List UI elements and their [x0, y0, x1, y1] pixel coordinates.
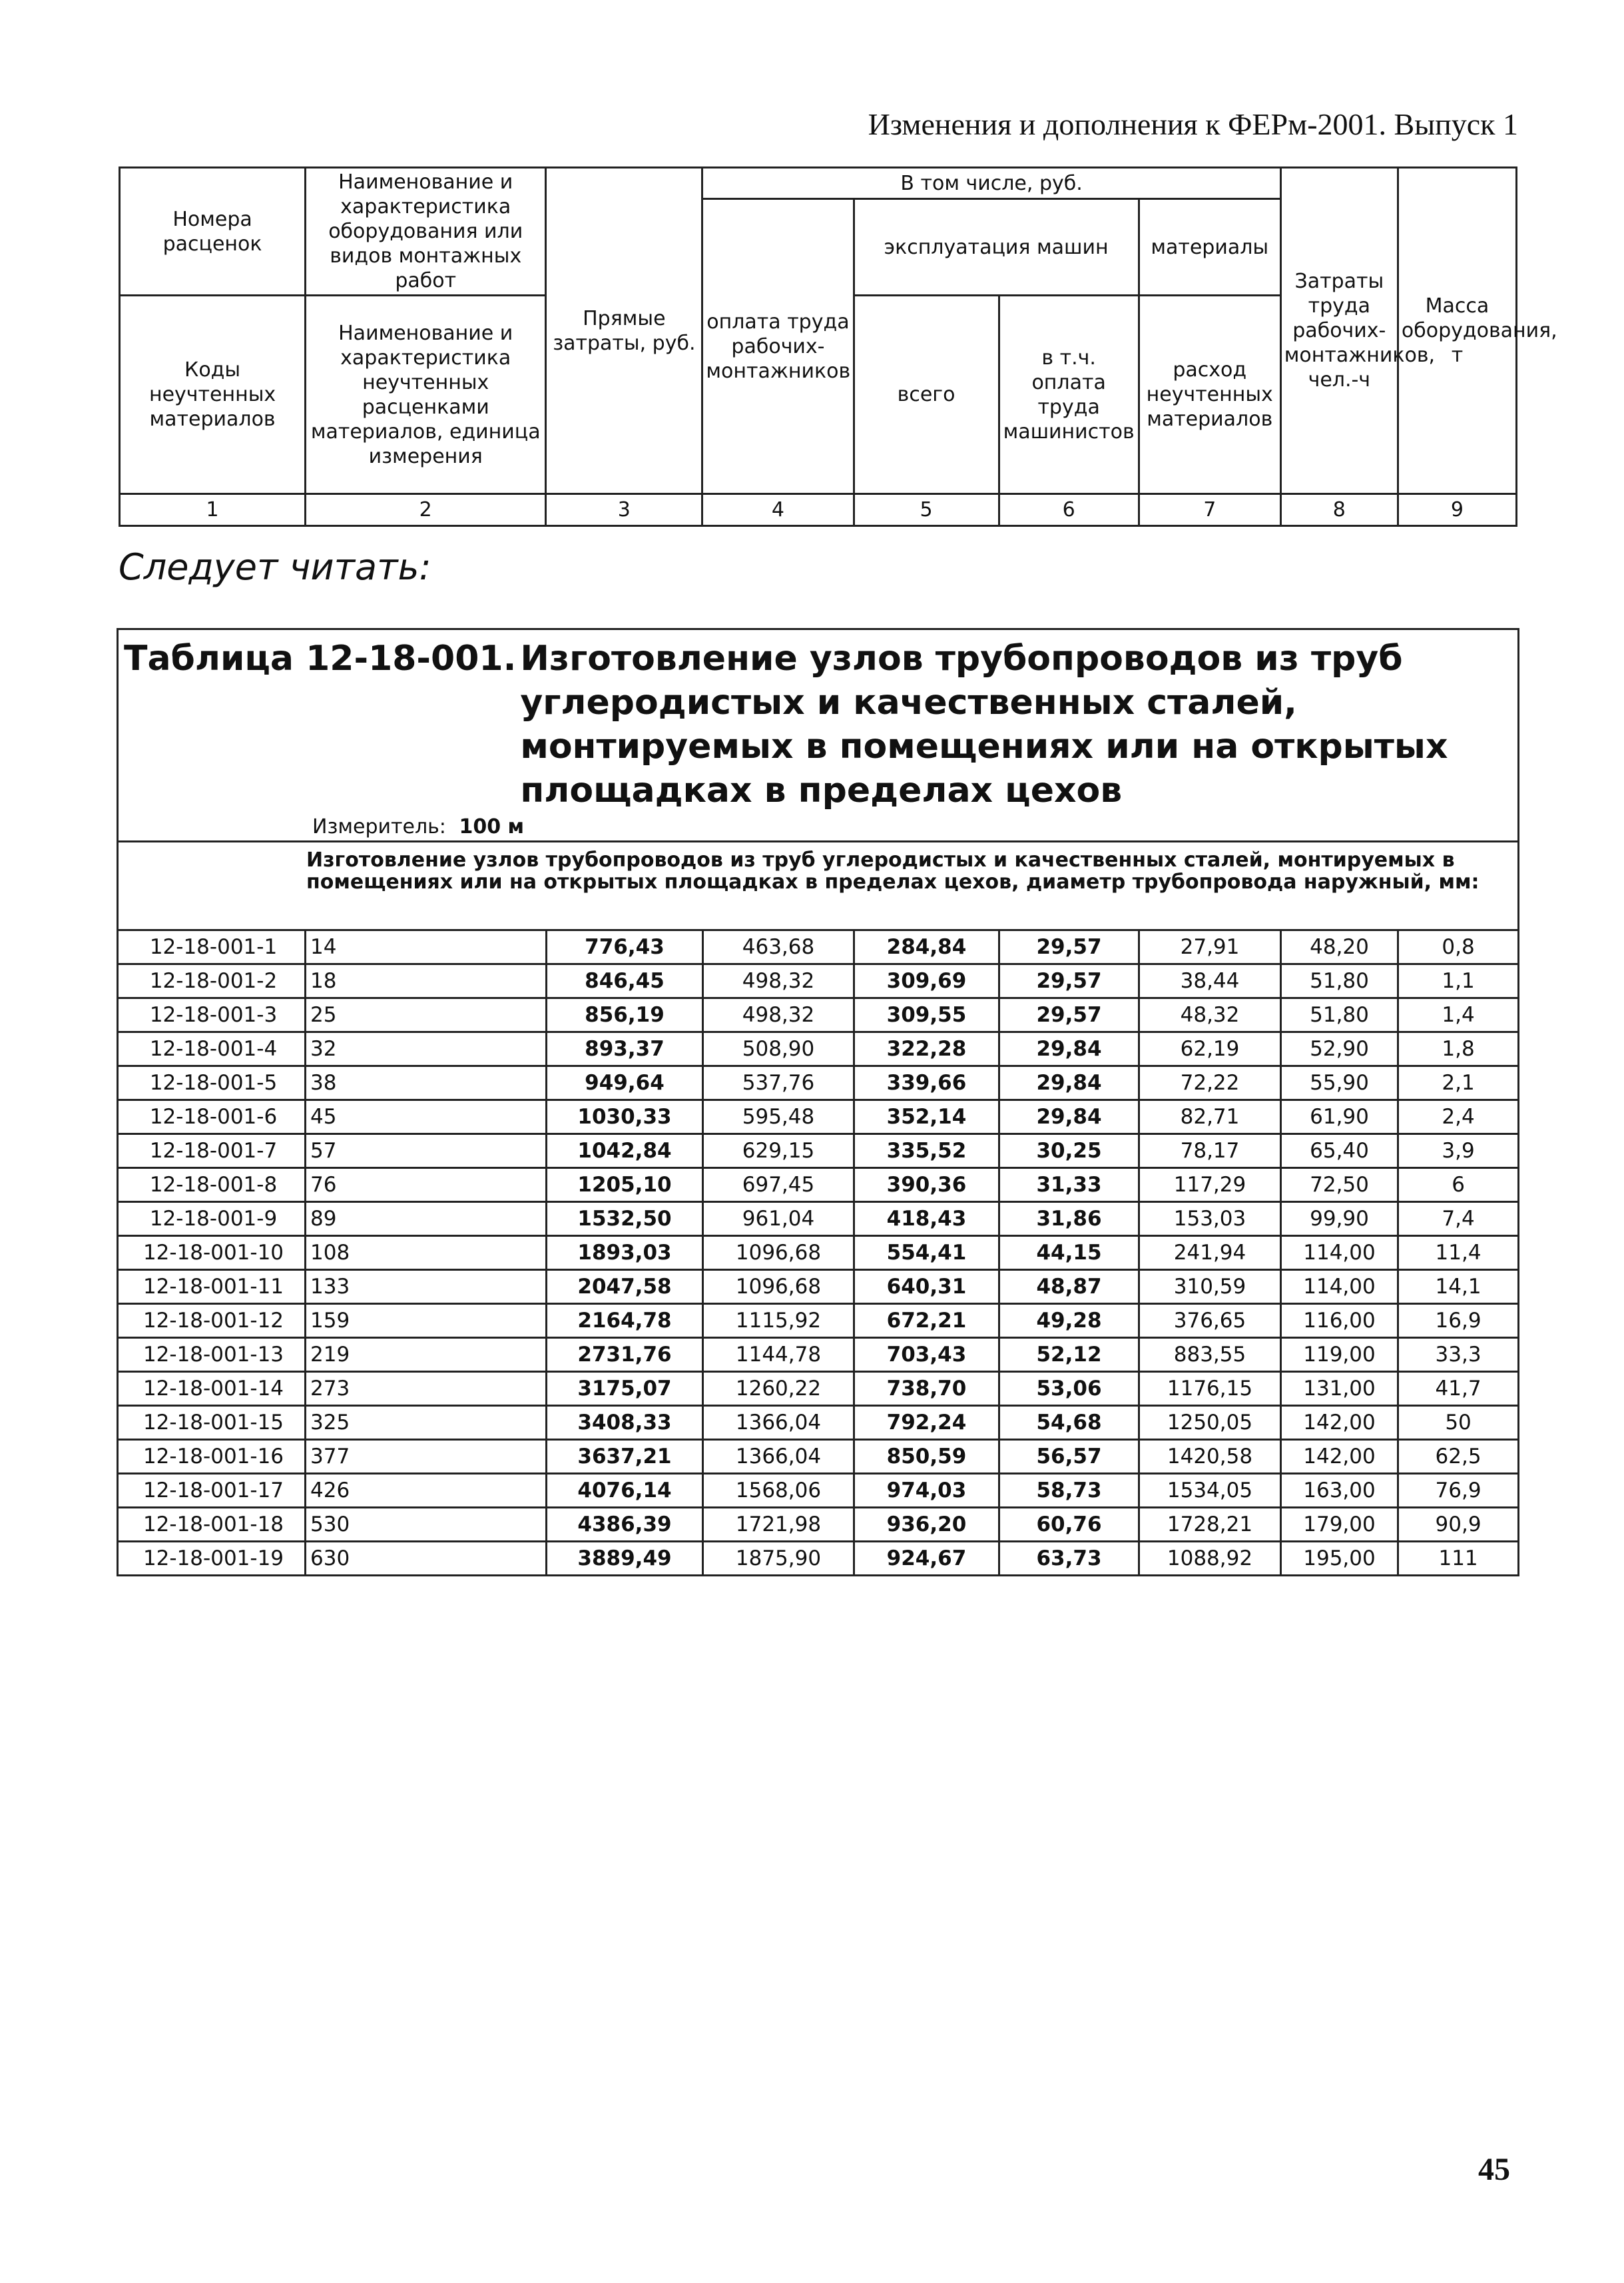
- row-mass: 62,5: [1398, 1440, 1519, 1474]
- row-direct-costs: 893,37: [547, 1032, 703, 1066]
- row-materials: 38,44: [1139, 964, 1281, 998]
- row-materials: 1534,05: [1139, 1474, 1281, 1508]
- section-header: Изготовление узлов трубопроводов из труб углеродистых и качественных сталей, монтируемых в помещениях или на открытых площадках в пределах цехов, диаметр трубопровода наружный, мм:: [118, 842, 1519, 930]
- row-machine-operation: 703,43: [854, 1338, 999, 1372]
- row-code: 12-18-001-15: [118, 1406, 306, 1440]
- row-labor-pay: 1721,98: [703, 1508, 854, 1542]
- header-machine-operation: эксплуатация машин: [854, 199, 1139, 296]
- row-labor-pay: 1115,92: [703, 1304, 854, 1338]
- page-number: 45: [1478, 2152, 1510, 2187]
- row-operator-pay: 30,25: [999, 1134, 1139, 1168]
- row-operator-pay: 31,33: [999, 1168, 1139, 1202]
- row-direct-costs: 1893,03: [547, 1236, 703, 1270]
- row-machine-operation: 792,24: [854, 1406, 999, 1440]
- row-materials: 82,71: [1139, 1100, 1281, 1134]
- row-machine-operation: 974,03: [854, 1474, 999, 1508]
- row-materials: 1250,05: [1139, 1406, 1281, 1440]
- header-equipment-mass: Масса оборудования, т: [1398, 168, 1516, 494]
- row-materials: 1420,58: [1139, 1440, 1281, 1474]
- row-mass: 7,4: [1398, 1202, 1519, 1236]
- row-operator-pay: 54,68: [999, 1406, 1139, 1440]
- header-rate-numbers: Номера расценок: [120, 168, 306, 296]
- header-operator-pay: в т.ч. оплата труда машинистов: [999, 296, 1139, 494]
- header-material-consumption: расход неучтенных материалов: [1139, 296, 1280, 494]
- table-row: [118, 1304, 1519, 1338]
- row-labor-hours: 179,00: [1281, 1508, 1398, 1542]
- row-labor-pay: 697,45: [703, 1168, 854, 1202]
- row-operator-pay: 56,57: [999, 1440, 1139, 1474]
- row-operator-pay: 44,15: [999, 1236, 1139, 1270]
- row-materials: 153,03: [1139, 1202, 1281, 1236]
- row-operator-pay: 29,57: [999, 998, 1139, 1032]
- table-row: [118, 1202, 1519, 1236]
- header-name-equipment: Наименование и характеристика оборудования или видов монтажных работ: [306, 168, 546, 296]
- header-materials: материалы: [1139, 199, 1280, 296]
- row-materials: 27,91: [1139, 930, 1281, 964]
- row-materials: 376,65: [1139, 1304, 1281, 1338]
- row-code: 12-18-001-2: [118, 964, 306, 998]
- column-number: 6: [999, 494, 1139, 526]
- row-direct-costs: 846,45: [547, 964, 703, 998]
- row-machine-operation: 640,31: [854, 1270, 999, 1304]
- row-operator-pay: 52,12: [999, 1338, 1139, 1372]
- row-machine-operation: 309,55: [854, 998, 999, 1032]
- running-header: Изменения и дополнения к ФЕРм-2001. Выпуск 1: [868, 107, 1518, 141]
- row-machine-operation: 924,67: [854, 1542, 999, 1576]
- meter-label: Измеритель:: [312, 815, 446, 838]
- table-title: Изготовление узлов трубопроводов из труб углеродистых и качественных сталей, монтируемых в помещениях или на открытых площадках в пределах цехов: [520, 639, 1448, 811]
- row-labor-hours: 52,90: [1281, 1032, 1398, 1066]
- row-materials: 1176,15: [1139, 1372, 1281, 1406]
- row-operator-pay: 31,86: [999, 1202, 1139, 1236]
- row-machine-operation: 738,70: [854, 1372, 999, 1406]
- column-number: 9: [1398, 494, 1516, 526]
- row-machine-operation: 850,59: [854, 1440, 999, 1474]
- row-machine-operation: 418,43: [854, 1202, 999, 1236]
- column-number: 2: [306, 494, 546, 526]
- row-labor-pay: 1366,04: [703, 1406, 854, 1440]
- row-labor-pay: 508,90: [703, 1032, 854, 1066]
- row-diameter: 630: [306, 1542, 547, 1576]
- row-direct-costs: 1030,33: [547, 1100, 703, 1134]
- row-labor-pay: 1260,22: [703, 1372, 854, 1406]
- row-labor-hours: 195,00: [1281, 1542, 1398, 1576]
- row-materials: 1728,21: [1139, 1508, 1281, 1542]
- table-row: [118, 1270, 1519, 1304]
- row-materials: 241,94: [1139, 1236, 1281, 1270]
- row-operator-pay: 48,87: [999, 1270, 1139, 1304]
- row-operator-pay: 29,84: [999, 1100, 1139, 1134]
- row-labor-hours: 131,00: [1281, 1372, 1398, 1406]
- row-direct-costs: 3175,07: [547, 1372, 703, 1406]
- row-labor-pay: 498,32: [703, 964, 854, 998]
- row-machine-operation: 339,66: [854, 1066, 999, 1100]
- column-number: 4: [702, 494, 854, 526]
- row-labor-hours: 114,00: [1281, 1270, 1398, 1304]
- row-direct-costs: 4386,39: [547, 1508, 703, 1542]
- table-label: Таблица 12-18-001.: [124, 639, 517, 679]
- row-mass: 111: [1398, 1542, 1519, 1576]
- row-machine-operation: 309,69: [854, 964, 999, 998]
- row-operator-pay: 58,73: [999, 1474, 1139, 1508]
- row-direct-costs: 2047,58: [547, 1270, 703, 1304]
- row-labor-pay: 1568,06: [703, 1474, 854, 1508]
- column-number: 1: [120, 494, 306, 526]
- header-total: всего: [854, 296, 999, 494]
- row-diameter: 273: [306, 1372, 547, 1406]
- row-direct-costs: 1205,10: [547, 1168, 703, 1202]
- row-labor-hours: 51,80: [1281, 964, 1398, 998]
- rates-table: [117, 628, 1519, 1576]
- table-row: [118, 1372, 1519, 1406]
- row-machine-operation: 335,52: [854, 1134, 999, 1168]
- row-labor-pay: 537,76: [703, 1066, 854, 1100]
- header-codes: Коды неучтенных материалов: [120, 296, 306, 494]
- row-direct-costs: 776,43: [547, 930, 703, 964]
- row-direct-costs: 3408,33: [547, 1406, 703, 1440]
- row-mass: 33,3: [1398, 1338, 1519, 1372]
- row-diameter: 18: [306, 964, 547, 998]
- row-diameter: 530: [306, 1508, 547, 1542]
- row-materials: 78,17: [1139, 1134, 1281, 1168]
- row-labor-pay: 1366,04: [703, 1440, 854, 1474]
- row-labor-hours: 65,40: [1281, 1134, 1398, 1168]
- row-mass: 6: [1398, 1168, 1519, 1202]
- row-diameter: 76: [306, 1168, 547, 1202]
- table-row: [118, 1032, 1519, 1066]
- row-labor-hours: 163,00: [1281, 1474, 1398, 1508]
- row-labor-hours: 142,00: [1281, 1440, 1398, 1474]
- column-number: 8: [1280, 494, 1398, 526]
- row-code: 12-18-001-1: [118, 930, 306, 964]
- row-mass: 11,4: [1398, 1236, 1519, 1270]
- header-including: В том числе, руб.: [702, 168, 1280, 199]
- row-code: 12-18-001-8: [118, 1168, 306, 1202]
- row-mass: 2,4: [1398, 1100, 1519, 1134]
- header-labor-hours: Затраты труда рабочих-монтажников, чел.-ч: [1280, 168, 1398, 494]
- row-operator-pay: 53,06: [999, 1372, 1139, 1406]
- row-code: 12-18-001-17: [118, 1474, 306, 1508]
- row-diameter: 133: [306, 1270, 547, 1304]
- table-row: [118, 1406, 1519, 1440]
- row-direct-costs: 856,19: [547, 998, 703, 1032]
- row-labor-hours: 119,00: [1281, 1338, 1398, 1372]
- table-row: [118, 1134, 1519, 1168]
- table-row: [118, 930, 1519, 964]
- row-machine-operation: 672,21: [854, 1304, 999, 1338]
- row-operator-pay: 60,76: [999, 1508, 1139, 1542]
- row-labor-hours: 55,90: [1281, 1066, 1398, 1100]
- row-labor-pay: 498,32: [703, 998, 854, 1032]
- row-labor-pay: 463,68: [703, 930, 854, 964]
- row-machine-operation: 322,28: [854, 1032, 999, 1066]
- row-labor-hours: 61,90: [1281, 1100, 1398, 1134]
- row-mass: 1,4: [1398, 998, 1519, 1032]
- row-materials: 117,29: [1139, 1168, 1281, 1202]
- row-diameter: 426: [306, 1474, 547, 1508]
- row-direct-costs: 1532,50: [547, 1202, 703, 1236]
- row-labor-pay: 1096,68: [703, 1270, 854, 1304]
- row-code: 12-18-001-7: [118, 1134, 306, 1168]
- table-row: [118, 1066, 1519, 1100]
- row-code: 12-18-001-16: [118, 1440, 306, 1474]
- row-mass: 50: [1398, 1406, 1519, 1440]
- row-labor-hours: 114,00: [1281, 1236, 1398, 1270]
- row-mass: 16,9: [1398, 1304, 1519, 1338]
- row-direct-costs: 1042,84: [547, 1134, 703, 1168]
- header-name-materials: Наименование и характеристика неучтенных расценками материалов, единица измерения: [306, 296, 546, 494]
- row-direct-costs: 4076,14: [547, 1474, 703, 1508]
- row-materials: 310,59: [1139, 1270, 1281, 1304]
- column-number: 3: [546, 494, 702, 526]
- row-operator-pay: 29,57: [999, 930, 1139, 964]
- row-materials: 72,22: [1139, 1066, 1281, 1100]
- row-labor-hours: 72,50: [1281, 1168, 1398, 1202]
- row-direct-costs: 3637,21: [547, 1440, 703, 1474]
- table-row: [118, 1168, 1519, 1202]
- row-code: 12-18-001-10: [118, 1236, 306, 1270]
- table-row: [118, 1542, 1519, 1576]
- row-labor-pay: 961,04: [703, 1202, 854, 1236]
- row-machine-operation: 936,20: [854, 1508, 999, 1542]
- row-operator-pay: 29,57: [999, 964, 1139, 998]
- header-labor-pay: оплата труда рабочих-монтажников: [702, 199, 854, 494]
- row-direct-costs: 2731,76: [547, 1338, 703, 1372]
- row-direct-costs: 3889,49: [547, 1542, 703, 1576]
- table-title-block: [118, 629, 1519, 842]
- row-mass: 41,7: [1398, 1372, 1519, 1406]
- row-labor-hours: 142,00: [1281, 1406, 1398, 1440]
- row-diameter: 108: [306, 1236, 547, 1270]
- row-code: 12-18-001-4: [118, 1032, 306, 1066]
- row-labor-pay: 1875,90: [703, 1542, 854, 1576]
- row-diameter: 89: [306, 1202, 547, 1236]
- row-mass: 1,8: [1398, 1032, 1519, 1066]
- row-code: 12-18-001-12: [118, 1304, 306, 1338]
- read-as-note: Следует читать:: [119, 546, 431, 588]
- row-mass: 90,9: [1398, 1508, 1519, 1542]
- row-direct-costs: 949,64: [547, 1066, 703, 1100]
- table-row: [118, 1508, 1519, 1542]
- row-operator-pay: 63,73: [999, 1542, 1139, 1576]
- table-row: [118, 1338, 1519, 1372]
- table-row: [118, 964, 1519, 998]
- row-materials: 1088,92: [1139, 1542, 1281, 1576]
- row-materials: 62,19: [1139, 1032, 1281, 1066]
- table-row: [118, 1100, 1519, 1134]
- row-mass: 3,9: [1398, 1134, 1519, 1168]
- row-code: 12-18-001-14: [118, 1372, 306, 1406]
- meter-value: 100 м: [459, 815, 525, 838]
- row-labor-pay: 1096,68: [703, 1236, 854, 1270]
- header-direct-costs: Прямые затраты, руб.: [546, 168, 702, 494]
- column-header-table: [119, 166, 1557, 527]
- row-materials: 48,32: [1139, 998, 1281, 1032]
- row-machine-operation: 554,41: [854, 1236, 999, 1270]
- row-mass: 14,1: [1398, 1270, 1519, 1304]
- row-diameter: 14: [306, 930, 547, 964]
- row-mass: 1,1: [1398, 964, 1519, 998]
- row-direct-costs: 2164,78: [547, 1304, 703, 1338]
- column-number: 5: [854, 494, 999, 526]
- row-diameter: 159: [306, 1304, 547, 1338]
- row-labor-pay: 1144,78: [703, 1338, 854, 1372]
- row-diameter: 377: [306, 1440, 547, 1474]
- row-labor-hours: 48,20: [1281, 930, 1398, 964]
- row-labor-hours: 51,80: [1281, 998, 1398, 1032]
- table-row: [118, 1474, 1519, 1508]
- row-machine-operation: 352,14: [854, 1100, 999, 1134]
- row-diameter: 45: [306, 1100, 547, 1134]
- column-number: 7: [1139, 494, 1280, 526]
- table-row: [118, 998, 1519, 1032]
- row-labor-pay: 595,48: [703, 1100, 854, 1134]
- table-row: [118, 1440, 1519, 1474]
- table-row: [118, 1236, 1519, 1270]
- row-machine-operation: 390,36: [854, 1168, 999, 1202]
- row-code: 12-18-001-11: [118, 1270, 306, 1304]
- row-mass: 0,8: [1398, 930, 1519, 964]
- row-mass: 76,9: [1398, 1474, 1519, 1508]
- row-diameter: 57: [306, 1134, 547, 1168]
- row-machine-operation: 284,84: [854, 930, 999, 964]
- row-materials: 883,55: [1139, 1338, 1281, 1372]
- row-labor-pay: 629,15: [703, 1134, 854, 1168]
- row-operator-pay: 49,28: [999, 1304, 1139, 1338]
- row-code: 12-18-001-9: [118, 1202, 306, 1236]
- row-diameter: 32: [306, 1032, 547, 1066]
- row-diameter: 38: [306, 1066, 547, 1100]
- row-mass: 2,1: [1398, 1066, 1519, 1100]
- row-labor-hours: 116,00: [1281, 1304, 1398, 1338]
- row-code: 12-18-001-5: [118, 1066, 306, 1100]
- row-code: 12-18-001-3: [118, 998, 306, 1032]
- row-labor-hours: 99,90: [1281, 1202, 1398, 1236]
- row-code: 12-18-001-6: [118, 1100, 306, 1134]
- row-diameter: 325: [306, 1406, 547, 1440]
- row-operator-pay: 29,84: [999, 1066, 1139, 1100]
- row-code: 12-18-001-19: [118, 1542, 306, 1576]
- row-code: 12-18-001-18: [118, 1508, 306, 1542]
- row-diameter: 25: [306, 998, 547, 1032]
- row-diameter: 219: [306, 1338, 547, 1372]
- row-operator-pay: 29,84: [999, 1032, 1139, 1066]
- row-code: 12-18-001-13: [118, 1338, 306, 1372]
